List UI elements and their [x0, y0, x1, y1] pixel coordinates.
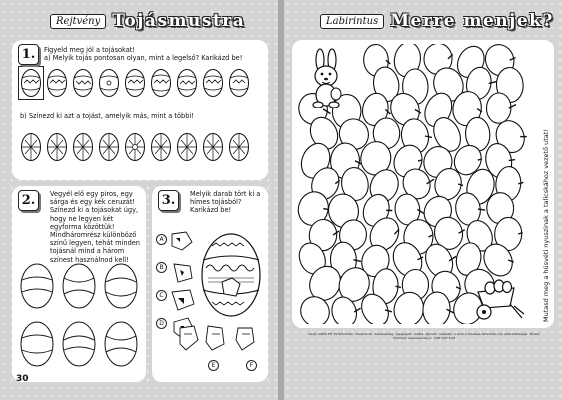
- task2-text: Vegyél elő egy piros, egy sárga és egy kék ceruzát! Színezd ki a tojásokat úgy, hogy ne legyen két egyforma közöttük! Mindháromrész különböző színű legyen, tehát minden tojásnál mind a három színest használnod kell!: [50, 190, 140, 264]
- broken-easter-egg: [200, 232, 262, 318]
- task1-intro: Figyeld meg jól a tojásokat!: [44, 46, 136, 54]
- wheelbarrow-icon: [470, 274, 526, 322]
- task2-number: 2.: [18, 190, 39, 211]
- option-e[interactable]: E: [208, 360, 219, 371]
- egg-option[interactable]: [98, 132, 120, 162]
- egg-fragments-bottom[interactable]: [178, 322, 258, 358]
- maze-wall: [509, 160, 515, 161]
- maze-egg: [486, 93, 511, 124]
- task3-text: Melyik darab tört ki a hímes tojásból? Karikázd be!: [190, 190, 261, 215]
- egg-option[interactable]: [202, 132, 224, 162]
- egg-option[interactable]: [46, 68, 68, 98]
- credits-block: Kiadja: GRAFO KFT. ÉS MÁS KIADÓ · Felelős kiadó · Szerkesztőség · Lapigazgató · Grafika · Nyomda · Terjesztés · A kiadó a hirdetések tartalmáért nem vállal felelősséget · Bővebb információ: www.kalandlap.hu · ISSN 1787-1335: [308, 333, 540, 340]
- option-c[interactable]: C: [156, 290, 167, 301]
- egg-option[interactable]: [150, 68, 172, 98]
- task1-panel: [12, 40, 268, 180]
- left-page: [0, 0, 278, 400]
- page-title: Tojásmustra: [112, 11, 246, 31]
- left-header: [50, 8, 245, 34]
- egg-option[interactable]: [176, 132, 198, 162]
- egg-option[interactable]: [202, 68, 224, 98]
- task3-number: 3.: [158, 190, 179, 211]
- maze-wall: [323, 209, 328, 210]
- egg-option[interactable]: [124, 68, 146, 98]
- section-tag: Rejtvény: [50, 14, 106, 29]
- egg-option[interactable]: [124, 132, 146, 162]
- egg-row-b: [20, 132, 254, 162]
- maze-instruction: Mutasd meg a húsvéti nyuszinak a talicskához vezető utat!: [542, 129, 550, 322]
- task1-number: 1.: [18, 44, 39, 65]
- task1-question-b: b) Színezd ki azt a tojást, amelyik más, mint a többi!: [20, 112, 194, 120]
- page-title: Merre menjek?: [390, 11, 554, 31]
- egg-row-a: [20, 68, 254, 98]
- option-f[interactable]: F: [246, 360, 257, 371]
- bunny-icon: [302, 48, 352, 108]
- task3-panel: [152, 186, 268, 382]
- option-b[interactable]: B: [156, 262, 167, 273]
- task1-question-a: a) Melyik tojás pontosan olyan, mint a legelső? Karikázd be!: [44, 54, 243, 63]
- egg-option[interactable]: [72, 132, 94, 162]
- maze-panel: [292, 40, 554, 328]
- right-page: [284, 0, 562, 400]
- task2-panel: [12, 186, 146, 382]
- egg-option[interactable]: [228, 132, 250, 162]
- egg-option[interactable]: [46, 132, 68, 162]
- egg-option[interactable]: [98, 68, 120, 98]
- egg-option[interactable]: [150, 132, 172, 162]
- right-header: [320, 8, 554, 34]
- egg-option[interactable]: [20, 132, 42, 162]
- reference-egg: [20, 68, 42, 98]
- egg-option[interactable]: [72, 68, 94, 98]
- section-tag: Labirintus: [320, 14, 384, 29]
- page-number: 30: [16, 374, 29, 384]
- option-d[interactable]: D: [156, 318, 167, 329]
- task2-egg-grid[interactable]: [16, 260, 142, 378]
- option-a[interactable]: A: [156, 234, 167, 245]
- egg-option[interactable]: [176, 68, 198, 98]
- egg-option[interactable]: [228, 68, 250, 98]
